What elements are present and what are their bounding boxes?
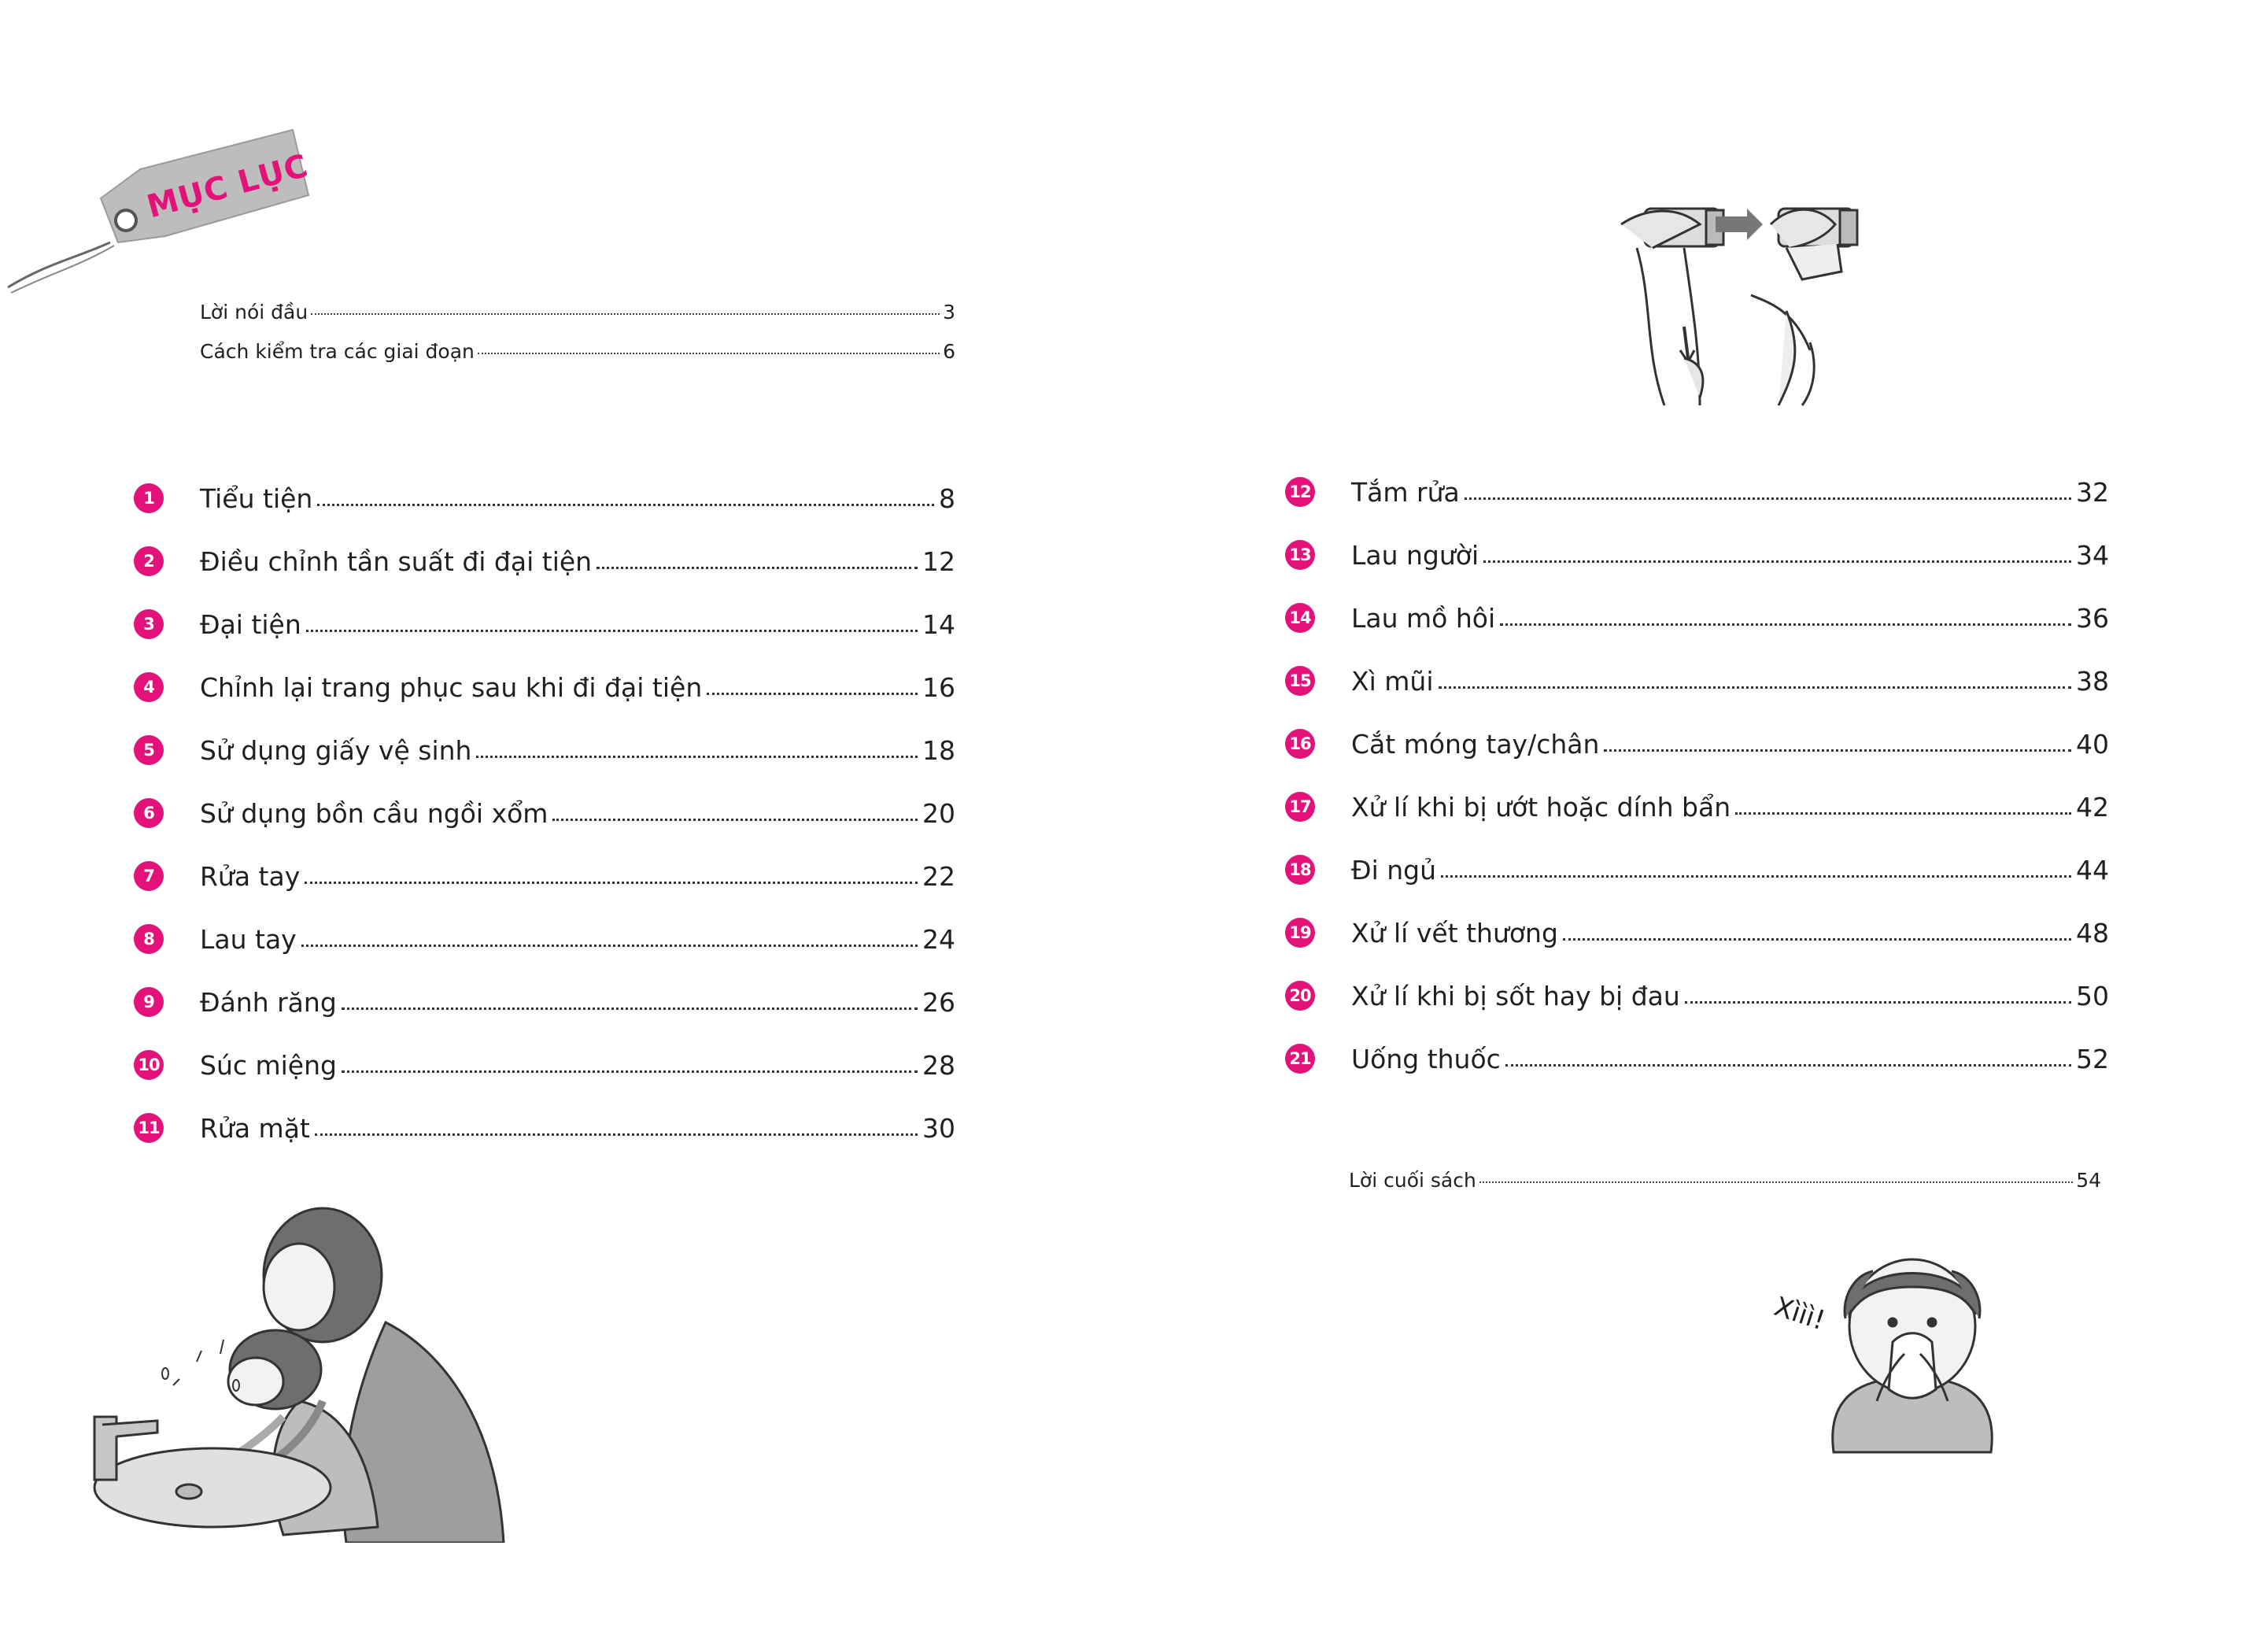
entry-page: 36 [2076,602,2109,634]
entry-page: 40 [2076,728,2109,760]
dot-leader [552,819,918,821]
toc-entry[interactable] [134,982,955,1022]
toc-entry[interactable] [1285,787,2109,826]
toc-entry[interactable] [1285,724,2109,763]
toc-entry[interactable] [1285,661,2109,701]
dot-leader [1500,623,2071,626]
entry-label: Sử dụng bồn cầu ngồi xổm [200,797,549,829]
entry-number-badge: 8 [134,924,164,954]
entry-page: 26 [922,986,955,1018]
toc-entry[interactable] [1285,535,2109,575]
dot-leader [1483,560,2071,563]
toc-entry[interactable] [1285,913,2109,952]
entry-page: 14 [922,608,955,640]
entry-label: Súc miệng [200,1049,337,1081]
entry-number-badge: 4 [134,672,164,702]
entry-page: 6 [943,340,955,363]
toilet-paper-illustration [1590,193,1889,421]
entry-number-badge: 7 [134,861,164,891]
toc-entry[interactable] [1285,472,2109,512]
entry-label: Tiểu tiện [200,482,313,514]
entry-page: 52 [2076,1043,2109,1074]
washing-hands-icon [87,1204,512,1543]
dot-leader [1441,875,2071,878]
dot-leader [1735,812,2071,815]
entry-label: Xử lí vết thương [1351,917,1558,948]
entry-label: Sử dụng giấy vệ sinh [200,734,472,766]
entry-number-badge: 19 [1285,918,1315,948]
dot-leader [315,1133,918,1136]
entry-label: Uống thuốc [1351,1043,1501,1074]
entry-number-badge: 20 [1285,981,1315,1011]
dot-leader [476,756,918,758]
entry-label: Lau mồ hôi [1351,602,1496,634]
toc-entry[interactable] [134,1108,955,1148]
entry-page: 16 [922,671,955,703]
entry-label: Cách kiểm tra các giai đoạn [200,340,475,363]
entry-page: 30 [922,1112,955,1144]
entry-number-badge: 16 [1285,729,1315,759]
entry-page: 28 [922,1049,955,1081]
entry-page: 12 [922,545,955,577]
entry-number-badge: 15 [1285,666,1315,696]
entry-number-badge: 13 [1285,540,1315,570]
toc-entry[interactable] [1285,976,2109,1015]
entry-page: 8 [939,482,955,514]
entry-label: Lời cuối sách [1349,1169,1476,1192]
entry-number-badge: 17 [1285,792,1315,822]
washing-hands-illustration [87,1204,512,1543]
entry-number-badge: 9 [134,987,164,1017]
dot-leader [305,882,918,884]
entry-page: 48 [2076,917,2109,948]
dot-leader [1563,938,2071,941]
toc-entry[interactable] [134,793,955,833]
entry-label: Đại tiện [200,608,301,640]
entry-page: 42 [2076,791,2109,823]
entry-number-badge: 3 [134,609,164,639]
entry-label: Rửa mặt [200,1112,310,1144]
entry-label: Lau tay [200,923,297,955]
entry-number-badge: 5 [134,735,164,765]
entry-page: 50 [2076,980,2109,1011]
dot-leader [1505,1064,2071,1067]
entry-page: 54 [2076,1169,2101,1192]
dot-leader [1439,686,2072,689]
entry-page: 34 [2076,539,2109,571]
toc-backmatter[interactable] [1349,1169,2101,1192]
entry-page: 18 [922,734,955,766]
toc-title: MỤC LỤC [143,147,312,226]
entry-number-badge: 21 [1285,1044,1315,1074]
boy-blowing-nose-icon [1818,1252,2007,1464]
entry-label: Xử lí khi bị ướt hoặc dính bẩn [1351,791,1731,823]
toc-entry[interactable] [134,730,955,770]
entry-page: 44 [2076,854,2109,886]
entry-page: 24 [922,923,955,955]
entry-number-badge: 10 [134,1050,164,1080]
dot-leader [478,353,940,354]
dot-leader [342,1008,918,1010]
entry-label: Chỉnh lại trang phục sau khi đi đại tiện [200,671,703,703]
entry-page: 32 [2076,476,2109,508]
dot-leader [306,630,918,632]
entry-page: 38 [2076,665,2109,697]
toc-entry[interactable] [134,919,955,959]
dot-leader [317,504,934,506]
entry-label: Điều chỉnh tần suất đi đại tiện [200,545,593,577]
entry-number-badge: 14 [1285,603,1315,633]
toc-entry[interactable] [134,479,955,518]
entry-label: Đi ngủ [1351,854,1437,886]
entry-page: 3 [943,301,955,324]
entry-page: 20 [922,797,955,829]
dot-leader [1479,1181,2073,1183]
entry-page: 22 [922,860,955,892]
entry-label: Lời nói đầu [200,301,308,324]
sneeze-sound-text: Xììì! [1770,1291,1830,1337]
entry-number-badge: 1 [134,483,164,513]
entry-number-badge: 12 [1285,477,1315,507]
entry-number-badge: 18 [1285,855,1315,885]
dot-leader [311,313,940,315]
entry-number-badge: 6 [134,798,164,828]
toc-entry[interactable] [134,856,955,896]
dot-leader [597,567,918,569]
toc-entry[interactable] [134,605,955,644]
dot-leader [342,1070,918,1073]
entry-number-badge: 11 [134,1113,164,1143]
toc-entry[interactable] [1285,850,2109,889]
toc-entry[interactable] [134,667,955,707]
toc-frontmatter-stages[interactable] [200,340,955,363]
entry-label: Cắt móng tay/chân [1351,728,1600,760]
entry-number-badge: 2 [134,546,164,576]
toc-tag [0,126,331,307]
entry-label: Lau người [1351,539,1479,571]
dot-leader [1465,497,2071,500]
dot-leader [1685,1001,2071,1004]
dot-leader [707,693,918,695]
toc-entry[interactable] [134,1045,955,1085]
entry-label: Xì mũi [1351,665,1434,697]
entry-label: Tắm rửa [1351,476,1460,508]
toc-entry[interactable] [134,542,955,581]
dot-leader [1604,749,2071,752]
toc-entry[interactable] [1285,1039,2109,1078]
entry-label: Đánh răng [200,986,337,1018]
entry-label: Rửa tay [200,860,301,892]
toc-entry[interactable] [1285,598,2109,638]
nose-blowing-illustration [1818,1252,2007,1464]
entry-label: Xử lí khi bị sốt hay bị đau [1351,980,1680,1011]
toilet-paper-icon [1590,193,1889,421]
dot-leader [301,945,918,947]
toc-frontmatter-preface[interactable] [200,301,955,324]
